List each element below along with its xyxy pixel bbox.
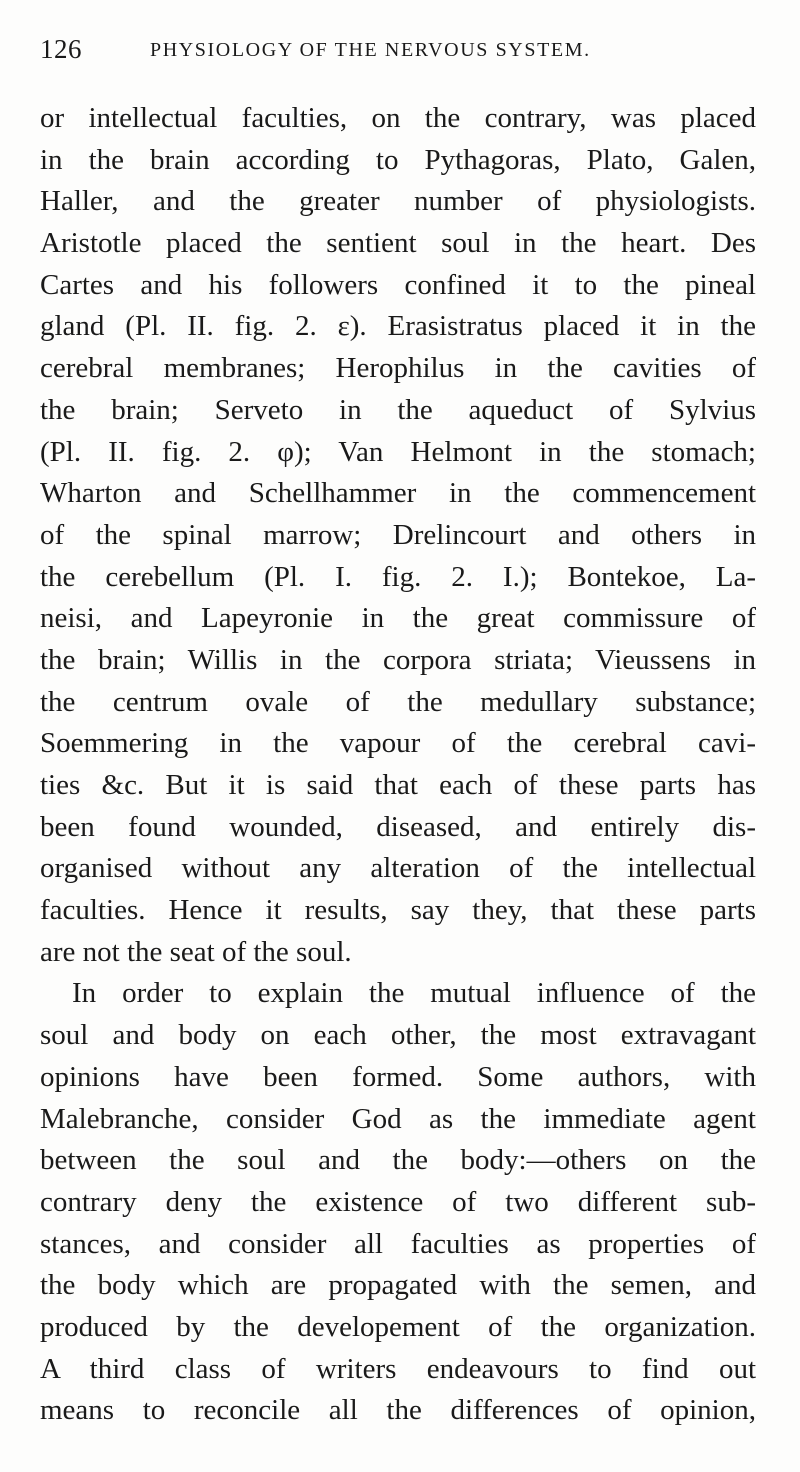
- text-line: the body which are propagated with the semen, and: [40, 1269, 756, 1302]
- text-line: means to reconcile all the differences of opinion,: [40, 1394, 756, 1427]
- running-head: [40, 34, 740, 70]
- text-line: or intellectual faculties, on the contrary, was placed: [40, 102, 756, 134]
- text-line: Malebranche, consider God as the immediate agent: [40, 1102, 756, 1135]
- text-line: the brain; Serveto in the aqueduct of Sylvius: [40, 393, 756, 426]
- text-line: organised without any alteration of the intellectual: [40, 852, 756, 885]
- text-line: between the soul and the body:—others on the: [40, 1144, 756, 1177]
- text-line: the cerebellum (Pl. I. fig. 2. I.); Bontekoe, La-: [40, 560, 756, 593]
- text-line: stances, and consider all faculties as properties of: [40, 1227, 756, 1260]
- page-number: 126: [40, 34, 82, 64]
- running-title: PHYSIOLOGY OF THE NERVOUS SYSTEM.: [150, 39, 591, 61]
- body-text: [40, 98, 756, 1432]
- text-line: ties &c. But it is said that each of these parts has: [40, 769, 756, 801]
- paragraph-start-line: In order to explain the mutual influence of the: [72, 977, 756, 1010]
- text-line: the centrum ovale of the medullary substance;: [40, 685, 756, 718]
- text-line: the brain; Willis in the corpora striata; Vieussens in: [40, 643, 756, 676]
- text-line: Cartes and his followers confined it to the pineal: [40, 268, 756, 301]
- text-line: in the brain according to Pythagoras, Plato, Galen,: [40, 143, 756, 176]
- text-line: cerebral membranes; Herophilus in the cavities of: [40, 352, 756, 385]
- text-line: (Pl. II. fig. 2. φ); Van Helmont in the stomach;: [40, 435, 756, 468]
- text-line: opinions have been formed. Some authors, with: [40, 1060, 756, 1093]
- text-line: neisi, and Lapeyronie in the great commissure of: [40, 602, 756, 635]
- text-line: been found wounded, diseased, and entirely dis-: [40, 810, 756, 843]
- text-line: produced by the developement of the organization.: [40, 1310, 756, 1343]
- text-line: gland (Pl. II. fig. 2. ε). Erasistratus placed it in the: [40, 310, 756, 343]
- text-line: soul and body on each other, the most extravagant: [40, 1019, 756, 1052]
- text-line: Aristotle placed the sentient soul in the heart. Des: [40, 227, 756, 260]
- text-line: Soemmering in the vapour of the cerebral cavi-: [40, 727, 756, 760]
- text-line: Haller, and the greater number of physiologists.: [40, 185, 756, 218]
- text-line: faculties. Hence it results, say they, that these parts: [40, 894, 756, 927]
- text-line: of the spinal marrow; Drelincourt and others in: [40, 518, 756, 551]
- text-line: A third class of writers endeavours to find out: [40, 1352, 756, 1385]
- text-line: contrary deny the existence of two different sub-: [40, 1185, 756, 1218]
- text-line: Wharton and Schellhammer in the commencement: [40, 477, 756, 510]
- text-line: are not the seat of the soul.: [40, 935, 352, 968]
